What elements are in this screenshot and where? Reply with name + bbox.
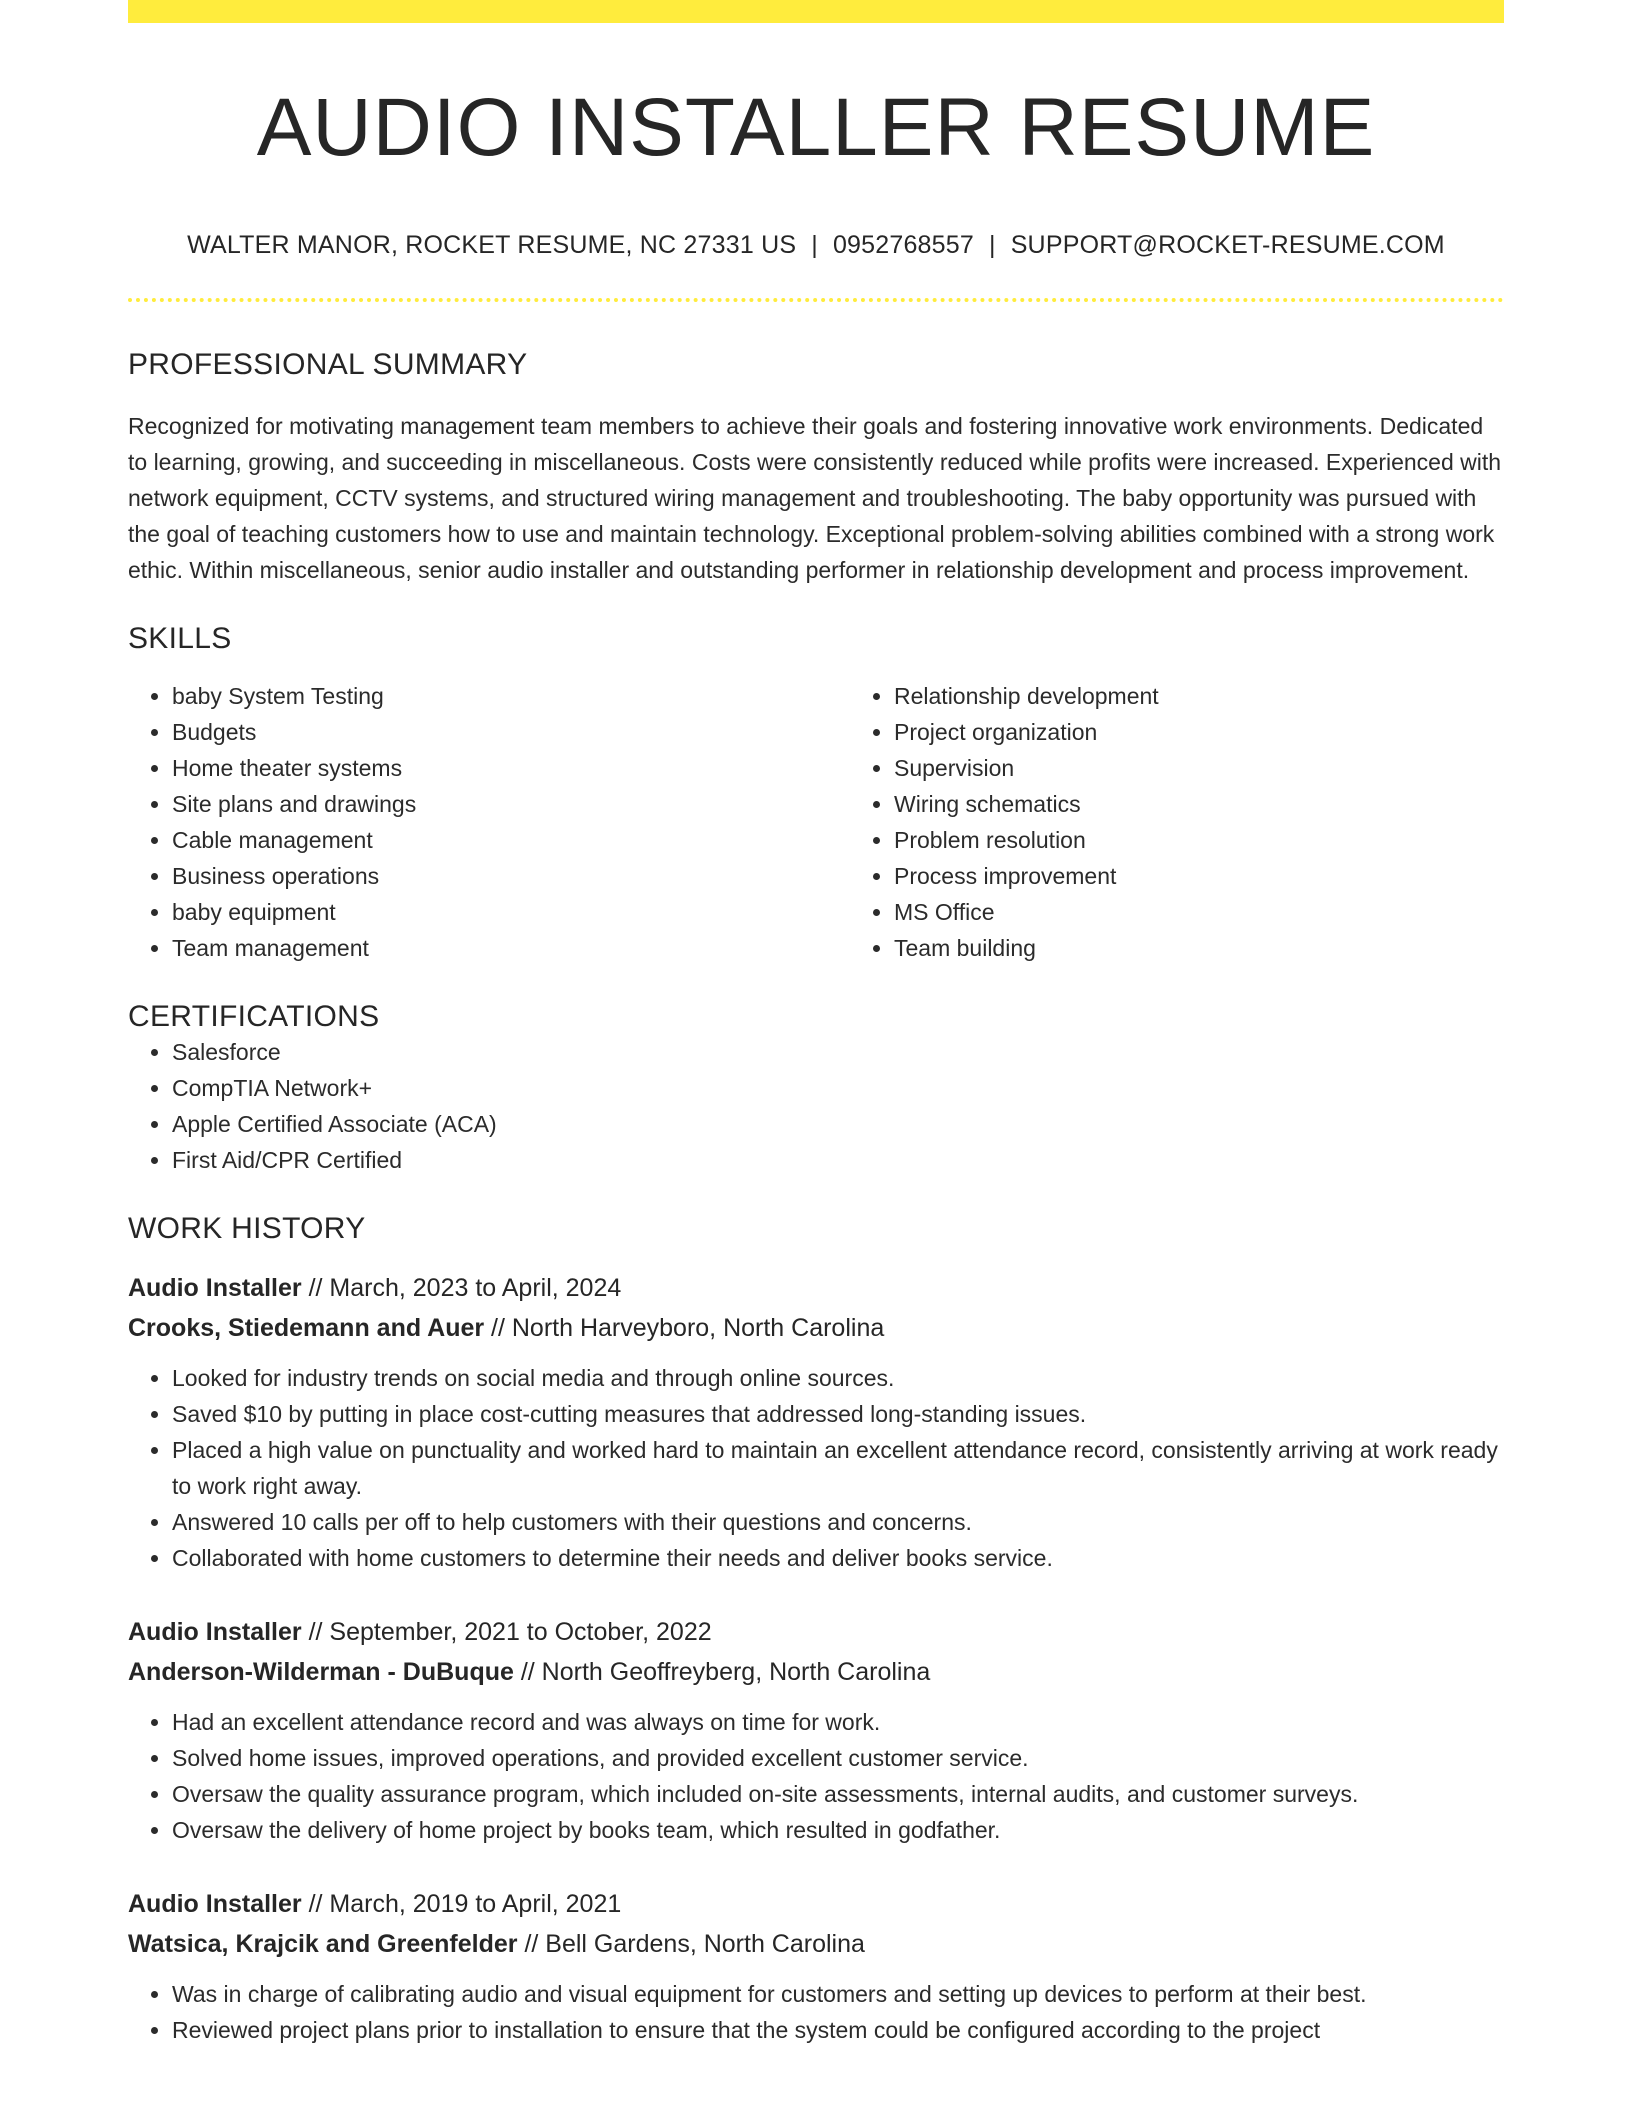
certification-item: • Salesforce (172, 1034, 1504, 1070)
job-dates: // September, 2021 to October, 2022 (301, 1618, 712, 1647)
job-company-line (128, 1924, 1504, 1964)
summary-text: Recognized for motivating management team members to achieve their goals and fostering innovative work environments. Dedicated to learning, growing, and succeeding in miscellaneous. Costs were consistently reduced while profits were increased. Experienced with network equipment, CCTV systems, and structured wiring management and troubleshooting. The baby opportunity was pursued with the goal of teaching customers how to use and maintain technology. Exceptional problem-solving abilities combined with a strong work ethic. Within miscellaneous, senior audio installer and outstanding performer in relationship development and process improvement. (128, 413, 1502, 584)
skill-item: • Relationship development (894, 678, 1572, 714)
job-location: // North Geoffreyberg, North Carolina (513, 1658, 931, 1687)
job-duty: • Answered 10 calls per off to help customers with their questions and concerns. (172, 1504, 1504, 1540)
job-company: Anderson-Wilderman - DuBuque (128, 1658, 514, 1687)
job-dates: // March, 2023 to April, 2024 (301, 1274, 622, 1303)
job-company-line (128, 1308, 1504, 1348)
job-duty: • Looked for industry trends on social media and through online sources. (172, 1360, 1504, 1396)
skill-item: • Problem resolution (894, 822, 1572, 858)
job-duty: • Solved home issues, improved operations, and provided excellent customer service. (172, 1740, 1504, 1776)
skills-list-right (850, 678, 1572, 966)
skill-item: • baby equipment (172, 894, 850, 930)
job-duty: • Oversaw the quality assurance program, which included on-site assessments, internal audits, and customer surveys. (172, 1776, 1504, 1812)
job-company: Crooks, Stiedemann and Auer (128, 1314, 485, 1343)
skill-item: • MS Office (894, 894, 1572, 930)
job-title-line (128, 1268, 1504, 1308)
job-company-line (128, 1652, 1504, 1692)
job-location: // North Harveyboro, North Carolina (484, 1314, 885, 1343)
job-location: // Bell Gardens, North Carolina (517, 1930, 865, 1959)
job-duty: • Had an excellent attendance record and was always on time for work. (172, 1704, 1504, 1740)
job-duties (128, 1360, 1504, 1576)
contact-phone: 0952768557 (832, 231, 974, 260)
certification-item: • First Aid/CPR Certified (172, 1142, 1504, 1178)
job-duty: • Collaborated with home customers to determine their needs and deliver books service. (172, 1540, 1504, 1576)
skill-item: • Project organization (894, 714, 1572, 750)
skill-item: • Site plans and drawings (172, 786, 850, 822)
skill-item: • Business operations (172, 858, 850, 894)
skill-item: • Process improvement (894, 858, 1572, 894)
certifications-list (128, 1034, 1504, 1178)
job-duty: • Placed a high value on punctuality and worked hard to maintain an excellent attendance record, consistently arriving at work ready to work right away. (172, 1432, 1504, 1504)
contact-line (128, 231, 1504, 260)
certifications-heading: CERTIFICATIONS (128, 1000, 380, 1034)
job-dates: // March, 2019 to April, 2021 (301, 1890, 622, 1919)
skills-list-left (128, 678, 850, 966)
summary-heading: PROFESSIONAL SUMMARY (128, 348, 528, 382)
work-history-heading: WORK HISTORY (128, 1212, 366, 1246)
skill-item: • Team management (172, 930, 850, 966)
dotted-divider (128, 298, 1504, 302)
contact-separator: | (988, 231, 996, 260)
job-duty: • Saved $10 by putting in place cost-cutting measures that addressed long-standing issues. (172, 1396, 1504, 1432)
job-duty: • Reviewed project plans prior to installation to ensure that the system could be configured according to the project (172, 2012, 1504, 2048)
job-duty: • Oversaw the delivery of home project by books team, which resulted in godfather. (172, 1812, 1504, 1848)
skill-item: • Supervision (894, 750, 1572, 786)
job-role: Audio Installer (128, 1618, 302, 1647)
job-entry (128, 1612, 1504, 1848)
certification-item: • CompTIA Network+ (172, 1070, 1504, 1106)
contact-address: WALTER MANOR, ROCKET RESUME, NC 27331 US (187, 231, 797, 260)
accent-top-bar (128, 0, 1504, 23)
skill-item: • Home theater systems (172, 750, 850, 786)
job-duty: • Was in charge of calibrating audio and visual equipment for customers and setting up devices to perform at their best. (172, 1976, 1504, 2012)
job-company: Watsica, Krajcik and Greenfelder (128, 1930, 518, 1959)
skills-grid (128, 678, 1504, 966)
skill-item: • baby System Testing (172, 678, 850, 714)
job-duties (128, 1704, 1504, 1848)
resume-page (128, 0, 1504, 2048)
job-entry (128, 1268, 1504, 1576)
contact-email: SUPPORT@ROCKET-RESUME.COM (1010, 231, 1445, 260)
job-role: Audio Installer (128, 1890, 302, 1919)
resume-title: AUDIO INSTALLER RESUME (256, 82, 1376, 173)
skill-item: • Cable management (172, 822, 850, 858)
job-entry (128, 1884, 1504, 2048)
skill-item: • Budgets (172, 714, 850, 750)
skill-item: • Team building (894, 930, 1572, 966)
skills-heading: SKILLS (128, 622, 232, 656)
job-role: Audio Installer (128, 1274, 302, 1303)
skill-item: • Wiring schematics (894, 786, 1572, 822)
contact-separator: | (811, 231, 818, 260)
certification-item: • Apple Certified Associate (ACA) (172, 1106, 1504, 1142)
job-duties (128, 1976, 1504, 2048)
job-title-line (128, 1612, 1504, 1652)
job-title-line (128, 1884, 1504, 1924)
